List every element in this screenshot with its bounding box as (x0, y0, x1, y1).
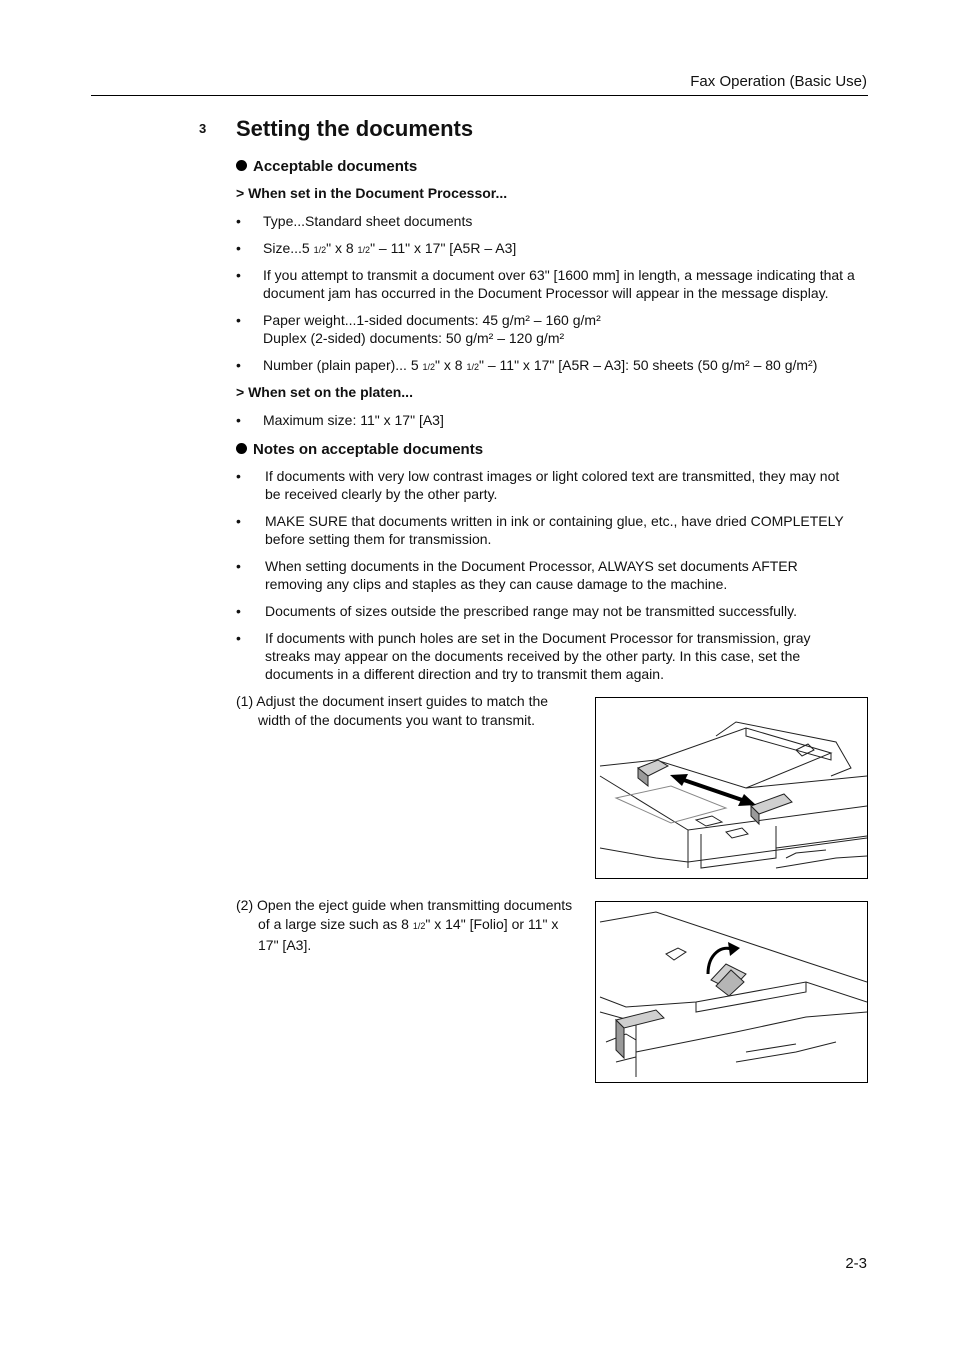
running-header: Fax Operation (Basic Use) (690, 73, 867, 90)
step-2-line: 17" [A3]. (258, 937, 312, 953)
acceptable-heading-text: Acceptable documents (253, 158, 418, 175)
document-processor-icon (596, 698, 867, 878)
page-number: 2-3 (845, 1255, 867, 1272)
notes-heading-text: Notes on acceptable documents (253, 441, 484, 458)
step-1-line: width of the documents you want to transmit. (258, 712, 536, 728)
document-guides-illustration (595, 697, 868, 879)
step-1-line: (1) Adjust the document insert guides to match the (236, 693, 549, 709)
processor-heading: > When set in the Document Processor... (236, 185, 508, 201)
list-item-text: Paper weight...1-sided documents: 45 g/m² – 160 g/m² Duplex (2-sided) documents: 50 g/m² – 120 g/m² (263, 312, 601, 346)
eject-guide-illustration (595, 901, 868, 1083)
step-1-text (236, 692, 548, 730)
bullet-dot-icon (236, 443, 247, 454)
note-item-text: If documents with punch holes are set in the Document Processor for transmission, gray streaks may appear on the documents received by the other party. In this case, set the documents in a different direction and try to transmit them again. (265, 630, 811, 682)
step-2-line: of a large size such as 8 1/2" x 14" [Folio] or 11" x (258, 916, 559, 932)
section-number: 3 (199, 121, 207, 136)
step-2-text (236, 896, 572, 955)
header-rule (91, 95, 868, 96)
bullet-dot-icon (236, 160, 247, 171)
acceptable-heading (236, 158, 417, 175)
notes-heading (236, 441, 483, 458)
section-title: Setting the documents (236, 116, 474, 141)
list-item-text: Number (plain paper)... 5 1/2" x 8 1/2" – 11" x 17" [A5R – A3]: 50 sheets (50 g/m² – 80 g/m²) (263, 357, 818, 373)
note-item-text: When setting documents in the Document Processor, ALWAYS set documents AFTER removing any clips and staples as they can cause damage to the machine. (265, 558, 798, 592)
eject-guide-icon (596, 902, 867, 1082)
list-item-text: Maximum size: 11" x 17" [A3] (263, 412, 444, 428)
list-item-text: If you attempt to transmit a document over 63" [1600 mm] in length, a message indicating that a document jam has occurred in the Document Processor will appear in the message display. (263, 267, 855, 301)
list-item-text: Type...Standard sheet documents (263, 213, 473, 229)
list-item-text: Size...5 1/2" x 8 1/2" – 11" x 17" [A5R – A3] (263, 240, 517, 256)
platen-heading: > When set on the platen... (236, 384, 413, 400)
note-item-text: MAKE SURE that documents written in ink or containing glue, etc., have dried COMPLETELY before setting them for transmission. (265, 513, 844, 547)
step-2-line: (2) Open the eject guide when transmitting documents (236, 897, 573, 913)
note-item-text: Documents of sizes outside the prescribed range may not be transmitted successfully. (265, 603, 797, 619)
note-item-text: If documents with very low contrast images or light colored text are transmitted, they may not be received clearly by the other party. (265, 468, 840, 502)
